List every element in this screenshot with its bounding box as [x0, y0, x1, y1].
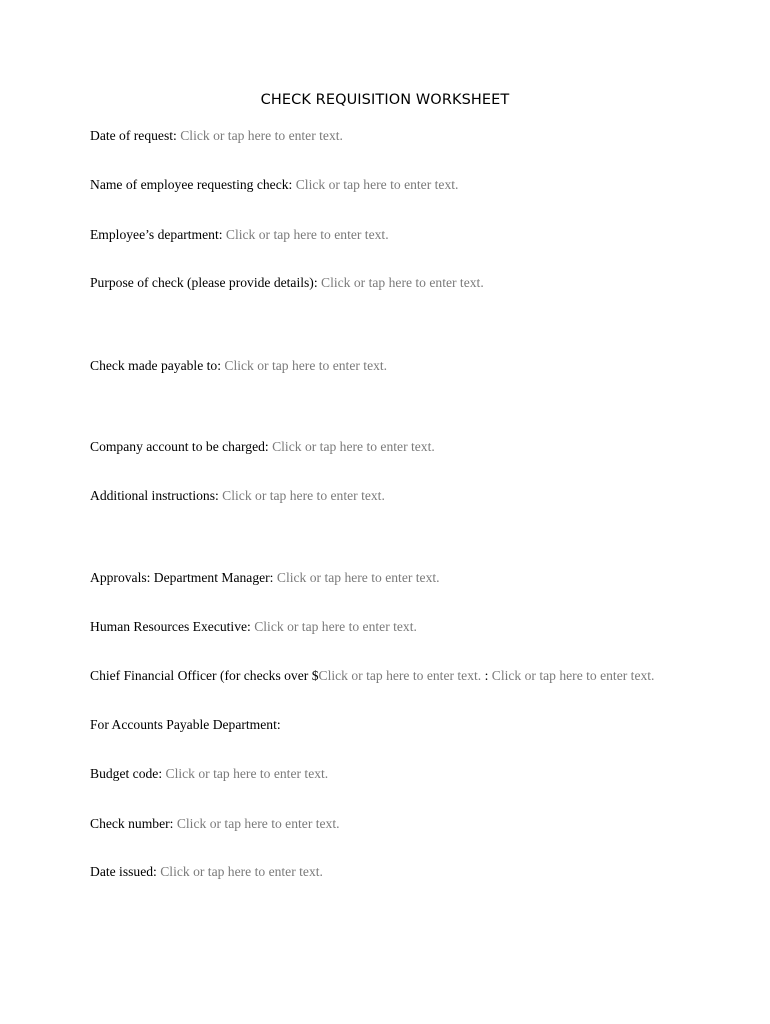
payable-to-input[interactable]: Click or tap here to enter text. [224, 358, 388, 373]
employee-department-label: Employee’s department: [90, 227, 223, 242]
cfo-label: Chief Financial Officer (for checks over $ [90, 668, 319, 683]
department-manager-row [90, 569, 440, 587]
purpose-input[interactable]: Click or tap here to enter text. [321, 275, 484, 290]
payable-to-label: Check made payable to: [90, 358, 221, 373]
department-manager-input[interactable]: Click or tap here to enter text. [276, 570, 440, 585]
cfo-amount-input[interactable]: Click or tap here to enter text. [318, 668, 482, 683]
employee-department-input[interactable]: Click or tap here to enter text. [225, 227, 389, 242]
budget-code-input[interactable]: Click or tap here to enter text. [165, 766, 329, 781]
check-number-row [90, 815, 340, 833]
purpose-label: Purpose of check (please provide details): [90, 275, 318, 290]
cfo-separator: : [481, 668, 492, 683]
employee-name-row [90, 176, 458, 194]
date-of-request-row [90, 127, 343, 145]
payable-to-row [90, 357, 387, 375]
check-number-label: Check number: [90, 816, 174, 831]
employee-name-label: Name of employee requesting check: [90, 177, 293, 192]
additional-instructions-input[interactable]: Click or tap here to enter text. [222, 488, 385, 503]
budget-code-row [90, 765, 328, 783]
check-number-input[interactable]: Click or tap here to enter text. [176, 816, 340, 831]
additional-instructions-label: Additional instructions: [90, 488, 219, 503]
hr-executive-row [90, 618, 417, 636]
additional-instructions-row [90, 487, 385, 505]
hr-executive-input[interactable]: Click or tap here to enter text. [254, 619, 417, 634]
date-of-request-input[interactable]: Click or tap here to enter text. [180, 128, 343, 143]
date-issued-row [90, 863, 323, 881]
department-manager-label: Approvals: Department Manager: [90, 570, 274, 585]
date-issued-label: Date issued: [90, 864, 157, 879]
hr-executive-label: Human Resources Executive: [90, 619, 251, 634]
document-title: CHECK REQUISITION WORKSHEET [260, 92, 510, 108]
date-of-request-label: Date of request: [90, 128, 177, 143]
purpose-row [90, 274, 484, 292]
accounts-payable-heading: For Accounts Payable Department: [90, 717, 281, 732]
employee-department-row [90, 226, 389, 244]
employee-name-input[interactable]: Click or tap here to enter text. [295, 177, 459, 192]
account-charged-row [90, 438, 435, 456]
budget-code-label: Budget code: [90, 766, 163, 781]
account-charged-input[interactable]: Click or tap here to enter text. [272, 439, 435, 454]
cfo-row [90, 667, 654, 685]
date-issued-input[interactable]: Click or tap here to enter text. [160, 864, 323, 879]
account-charged-label: Company account to be charged: [90, 439, 269, 454]
cfo-approval-input[interactable]: Click or tap here to enter text. [491, 668, 655, 683]
